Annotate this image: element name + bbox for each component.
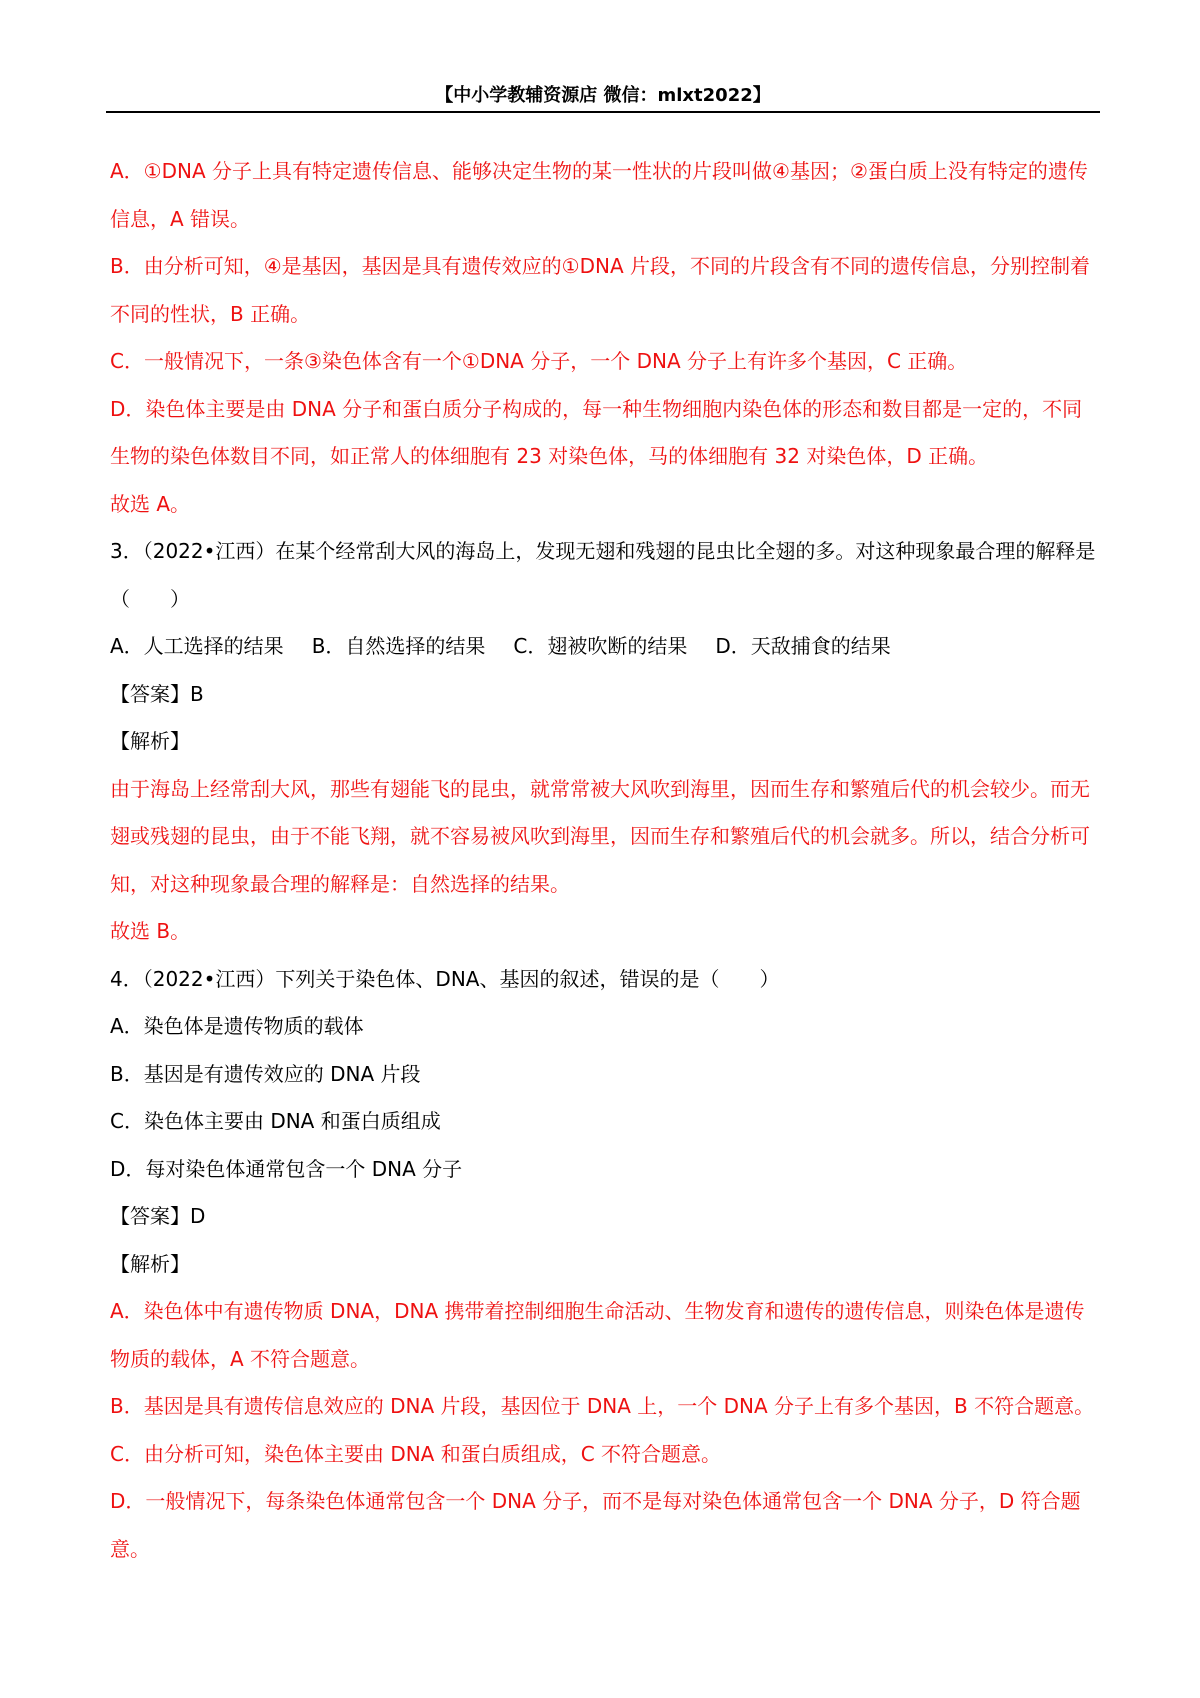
q3-analysis-label: 【解析】 (110, 729, 190, 753)
q4-analysis-a: A．染色体中有遗传物质 DNA，DNA 携带着控制细胞生命活动、生物发育和遗传的遗传信息，则染色体是遗传物质的载体，A 不符合题意。 (110, 1299, 1085, 1371)
q4-analysis-c: C．由分析可知，染色体主要由 DNA 和蛋白质组成，C 不符合题意。 (110, 1441, 722, 1466)
q3-options (110, 623, 1100, 671)
q4-answer: 【答案】D (110, 1204, 206, 1228)
q3-answer: 【答案】B (110, 681, 204, 706)
q4-option-c: C．染色体主要由 DNA 和蛋白质组成 (110, 1109, 441, 1133)
q3-option-b: B．自然选择的结果 (311, 634, 486, 658)
q3-option-d: D．天敌捕食的结果 (715, 634, 891, 658)
q3-analysis: 由于海岛上经常刮大风，那些有翅能飞的昆虫，就常常被大风吹到海里，因而生存和繁殖后代的机会较少。而无翅或残翅的昆虫，由于不能飞翔，就不容易被风吹到海里，因而生存和繁殖后代的机会就多。所以，结合分析可知，对这种现象最合理的解释是：自然选择的结果。 (110, 776, 1090, 896)
q2-conclusion: 故选 A。 (110, 491, 191, 516)
q4-analysis-d: D．一般情况下，每条染色体通常包含一个 DNA 分子，而不是每对染色体通常包含一个 DNA 分子，D 符合题意。 (110, 1489, 1081, 1561)
q2-analysis-b: B．由分析可知，④是基因，基因是具有遗传效应的①DNA 片段，不同的片段含有不同的遗传信息，分别控制着不同的性状，B 正确。 (110, 254, 1090, 326)
q4-option-b: B．基因是有遗传效应的 DNA 片段 (110, 1061, 421, 1086)
q4-analysis-label: 【解析】 (110, 1251, 190, 1276)
q4-option-a: A．染色体是遗传物质的载体 (110, 1014, 364, 1038)
q4-option-d: D．每对染色体通常包含一个 DNA 分子 (110, 1156, 463, 1181)
q3-conclusion: 故选 B。 (110, 919, 191, 943)
q2-analysis-d: D．染色体主要是由 DNA 分子和蛋白质分子构成的，每一种生物细胞内染色体的形态和数目都是一定的，不同生物的染色体数目不同，如正常人的体细胞有 23 对染色体，马的体细胞有 32 对染色体，D 正确。 (110, 396, 1083, 468)
q2-analysis-c: C．一般情况下，一条③染色体含有一个①DNA 分子，一个 DNA 分子上有许多个基因，C 正确。 (110, 349, 968, 373)
q3-option-a: A．人工选择的结果 (110, 634, 284, 658)
q3-option-c: C．翅被吹断的结果 (513, 634, 688, 658)
q3-stem: 3．（2022•江西）在某个经常刮大风的海岛上，发现无翅和残翅的昆虫比全翅的多。对这种现象最合理的解释是（ ） (110, 539, 1096, 611)
page-header: 【中小学教辅资源店 微信：mlxt2022】 (435, 85, 771, 106)
document-body (110, 148, 1100, 1573)
header-divider (106, 111, 1100, 113)
q2-analysis-a: A．①DNA 分子上具有特定遗传信息、能够决定生物的某一性状的片段叫做④基因；②蛋白质上没有特定的遗传信息，A 错误。 (110, 159, 1088, 231)
q4-stem: 4．（2022•江西）下列关于染色体、DNA、基因的叙述，错误的是（ ） (110, 966, 780, 991)
q4-analysis-b: B．基因是具有遗传信息效应的 DNA 片段，基因位于 DNA 上，一个 DNA 分子上有多个基因，B 不符合题意。 (110, 1394, 1095, 1418)
